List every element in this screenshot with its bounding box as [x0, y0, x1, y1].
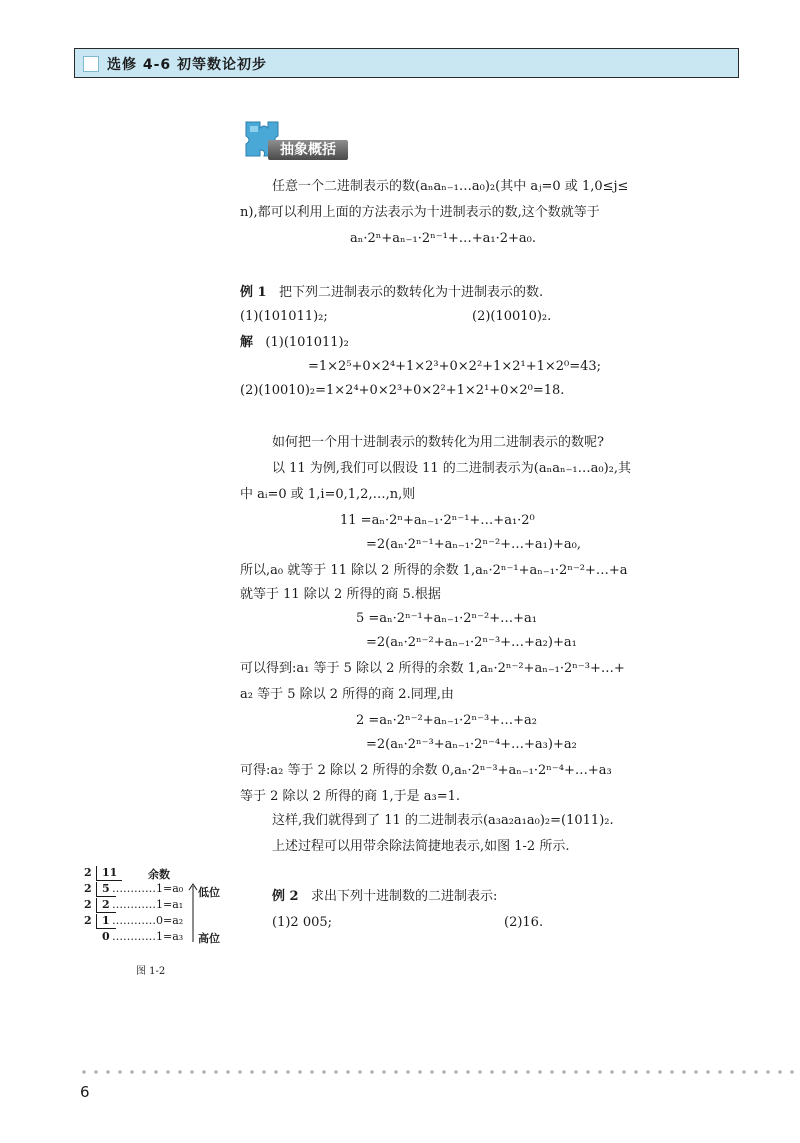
summary-formula: aₙ·2ⁿ+aₙ₋₁·2ⁿ⁻¹+…+a₁·2+a₀.: [350, 231, 536, 246]
body-line-1: 以 11 为例,我们可以假设 11 的二进制表示为(aₙaₙ₋₁…a₀)₂,其: [272, 461, 632, 476]
page-number: 6: [80, 1083, 90, 1101]
example-1: [240, 284, 543, 302]
formula-4: =2(aₙ·2ⁿ⁻²+aₙ₋₁·2ⁿ⁻³+…+a₂)+a₁: [366, 635, 577, 650]
solution-1-head: (1)(101011)₂: [265, 335, 349, 350]
summary-line-2: n),都可以利用上面的方法表示为十进制表示的数,这个数就等于: [240, 205, 600, 220]
division-bracket: [96, 882, 97, 896]
summary-line-1: 任意一个二进制表示的数(aₙaₙ₋₁…a₀)₂(其中 aⱼ=0 或 1,0≤j≤: [272, 179, 629, 194]
section-badge: [240, 118, 360, 160]
quotient: 5: [102, 882, 110, 895]
example-2-part-2: (2)16.: [504, 915, 544, 930]
order-arrow-icon: [188, 882, 198, 944]
divisor: 2: [84, 866, 92, 879]
example-1-solution: [240, 334, 349, 352]
division-bracket: [96, 898, 97, 912]
quotient: 1: [102, 914, 110, 927]
formula-3: 5 =aₙ·2ⁿ⁻¹+aₙ₋₁·2ⁿ⁻²+…+a₁: [356, 611, 537, 626]
body-line-5: 可以得到:a₁ 等于 5 除以 2 所得的余数 1,aₙ·2ⁿ⁻²+aₙ₋₁·2ⁿ⁻³+…+: [240, 661, 625, 676]
header-title: 选修 4-6 初等数论初步: [107, 57, 268, 73]
division-bracket: [96, 896, 116, 897]
header-square-icon: [83, 56, 99, 72]
body-line-8: 等于 2 除以 2 所得的商 1,于是 a₃=1.: [240, 789, 460, 804]
example-1-text: 把下列二进制表示的数转化为十进制表示的数.: [278, 285, 544, 300]
solution-1-body: =1×2⁵+0×2⁴+1×2³+0×2²+1×2¹+1×2⁰=43;: [308, 359, 602, 374]
example-1-part-2: (2)(10010)₂.: [472, 309, 552, 324]
division-bracket: [96, 914, 97, 928]
example-2-text: 求出下列十进制数的二进制表示:: [310, 889, 498, 904]
footer-divider: [78, 1070, 798, 1074]
quotient: 0: [102, 930, 110, 943]
section-badge-label: 抽象概括: [268, 140, 348, 160]
formula-6: =2(aₙ·2ⁿ⁻³+aₙ₋₁·2ⁿ⁻⁴+…+a₃)+a₂: [366, 737, 577, 752]
divisor: 2: [84, 882, 92, 895]
body-line-9: 这样,我们就得到了 11 的二进制表示(a₃a₂a₁a₀)₂=(1011)₂.: [272, 813, 614, 828]
divisor: 2: [84, 914, 92, 927]
remainder-row: …………0=a₂: [112, 914, 184, 927]
remainder-row: …………1=a₁: [112, 898, 184, 911]
example-2-part-1: (1)2 005;: [272, 915, 333, 930]
body-line-4: 就等于 11 除以 2 所得的商 5.根据: [240, 587, 441, 602]
body-line-3: 所以,a₀ 就等于 11 除以 2 所得的余数 1,aₙ·2ⁿ⁻¹+aₙ₋₁·2ⁿ⁻²+…+a: [240, 563, 628, 578]
body-line-2: 中 aᵢ=0 或 1,i=0,1,2,…,n,则: [240, 487, 416, 502]
example-1-part-1: (1)(101011)₂;: [240, 309, 328, 324]
formula-5: 2 =aₙ·2ⁿ⁻²+aₙ₋₁·2ⁿ⁻³+…+a₂: [356, 713, 537, 728]
low-digit-label: 低位: [198, 886, 220, 899]
formula-2: =2(aₙ·2ⁿ⁻¹+aₙ₋₁·2ⁿ⁻²+…+a₁)+a₀,: [366, 537, 581, 552]
body-line-6: a₂ 等于 5 除以 2 所得的商 2.同理,由: [240, 687, 454, 702]
solution-label: 解: [240, 335, 254, 350]
formula-1: 11 =aₙ·2ⁿ+aₙ₋₁·2ⁿ⁻¹+…+a₁·2⁰: [340, 513, 535, 528]
high-digit-label: 高位: [198, 932, 220, 945]
quotient: 11: [102, 866, 118, 879]
division-figure: [78, 862, 228, 982]
body-line-7: 可得:a₂ 等于 2 除以 2 所得的余数 0,aₙ·2ⁿ⁻³+aₙ₋₁·2ⁿ⁻⁴+…+a₃: [240, 763, 612, 778]
example-2-label: 例 2: [272, 889, 299, 904]
division-bracket: [96, 880, 122, 881]
division-bracket: [96, 866, 97, 880]
body-line-10: 上述过程可以用带余除法简捷地表示,如图 1-2 所示.: [272, 839, 570, 854]
example-1-label: 例 1: [240, 285, 267, 300]
body-question: 如何把一个用十进制表示的数转化为用二进制表示的数呢?: [272, 435, 604, 450]
chapter-header: [74, 48, 739, 78]
remainder-header: 余数: [148, 868, 170, 881]
figure-caption: 图 1-2: [136, 966, 166, 977]
remainder-row: …………1=a₃: [112, 930, 184, 943]
divisor: 2: [84, 898, 92, 911]
division-bracket: [96, 912, 116, 913]
remainder-row: …………1=a₀: [112, 882, 184, 895]
example-2: [272, 888, 497, 906]
division-bracket: [96, 928, 116, 929]
quotient: 2: [102, 898, 110, 911]
solution-2: (2)(10010)₂=1×2⁴+0×2³+0×2²+1×2¹+0×2⁰=18.: [240, 383, 565, 398]
